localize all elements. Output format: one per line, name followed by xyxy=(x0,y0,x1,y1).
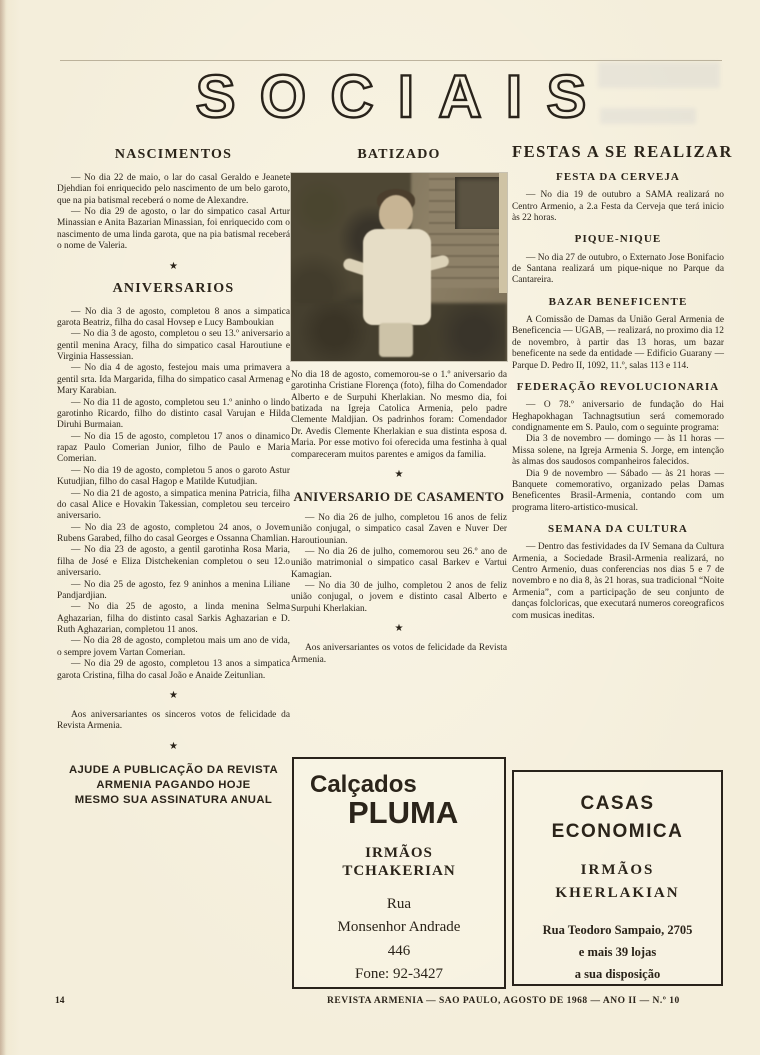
aniversarios-paragraph: — No dia 29 de agosto, completou 13 anos a simpatica garota Cristina, filha do casal João e Anaide Zeitunlian. xyxy=(57,659,290,681)
ad-pluma-address xyxy=(302,893,496,986)
casamento-paragraph: — No dia 30 de julho, completou 2 anos de feliz união conjugal, o jovem e distinto casal Alberto e Surpuhi Kherlakian. xyxy=(291,581,507,614)
festa-cerveja-paragraph: — No dia 19 de outubro a SAMA realizará no Centro Armenio, a 2.a Festa da Cerveja que terá inicio às 22 horas. xyxy=(512,190,724,223)
middle-column xyxy=(291,147,507,666)
federacao-paragraph: Dia 9 de novembro — Sábado — às 21 horas — Banquete comemorativo, organizado pelas Damas Beneficentes Brasil-Armenia, contando com um programa litero-artistico-musical. xyxy=(512,468,724,513)
casamento-paragraph: — No dia 26 de julho, completou 16 anos de feliz união conjugal, o simpatico casal Zaven e Nuver Der Haroutiounian. xyxy=(291,512,507,546)
federacao-heading: FEDERAÇÃO REVOLUCIONARIA xyxy=(516,380,720,393)
photo-post xyxy=(499,173,507,293)
star-separator: ★ xyxy=(394,623,404,635)
festas-heading: FESTAS A SE REALIZAR xyxy=(512,142,733,161)
ad-pluma-brand-line1: Calçados xyxy=(310,771,417,798)
ad-casas-economica xyxy=(512,770,723,986)
ad-pluma-owner-line1: IRMÃOS xyxy=(365,844,433,861)
ad-pluma-brand-line2: PLUMA xyxy=(348,795,459,830)
nascimentos-paragraph: — No dia 22 de maio, o lar do casal Geraldo e Jeanete Djehdian foi enriquecido pelo nascimento de um belo garoto, que na pia batismal receberá o nome de Alexandre. xyxy=(57,172,290,206)
ad-casas-owner-line1: IRMÃOS xyxy=(580,862,655,879)
ad-pluma-address-line: 446 xyxy=(387,942,411,959)
photo-child-legs xyxy=(379,323,413,357)
aniversarios-paragraph: — No dia 25 de agosto, a linda menina Selma Aghazarian, filha do distinto casal Sarkis Aghazarian e D. Ruth Aghazarian, completou 11 anos. xyxy=(57,602,290,636)
aniversarios-heading: ANIVERSARIOS xyxy=(112,280,235,296)
page-number: 14 xyxy=(55,996,65,1006)
casamento-heading: ANIVERSARIO DE CASAMENTO xyxy=(293,489,505,505)
print-bleed-artifact xyxy=(600,108,696,124)
bazar-heading: BAZAR BENEFICENTE xyxy=(548,295,688,308)
ad-casas-address-line: e mais 39 lojas xyxy=(578,944,657,959)
photo-window xyxy=(455,177,503,229)
bazar-paragraph: A Comissão de Damas da União Geral Armenia de Beneficencia — UGAB, — realizará, no proximo dia 12 de novembro, à partir das 13 horas, um bazar beneficente na sede da entidade — Edificio Guarany — Parque D. Pedro II, 1092, 11.º, salas 113 e 114. xyxy=(512,315,724,371)
ad-casas-address-line: Rua Teodoro Sampaio, 2705 xyxy=(542,923,693,938)
star-separator: ★ xyxy=(169,740,178,752)
semana-cultura-heading: SEMANA DA CULTURA xyxy=(548,523,688,536)
federacao-paragraph: — O 78.º aniversario de fundação do Hai Heghapokhagan Tachnagtsutiun será comemorado condignamente em S. Paulo, com o seguinte programa: xyxy=(512,400,724,434)
aniversarios-closing: Aos aniversariantes os sinceros votos de felicidade da Revista Armenia. xyxy=(57,710,290,732)
subscription-appeal xyxy=(57,763,290,809)
casamento-paragraph: — No dia 26 de julho, comemorou seu 26.º ano de união matrimonial o simpatico casal Barkev e Vartui Kamagian. xyxy=(291,546,507,580)
photo-child-head xyxy=(379,195,413,233)
pique-nique-heading: PIQUE-NIQUE xyxy=(574,233,662,246)
ad-casas-address xyxy=(520,920,715,986)
appeal-line: MESMO SUA ASSINATURA ANUAL xyxy=(74,794,273,807)
nascimentos-paragraph: — No dia 29 de agosto, o lar do simpatico casal Artur Minassian e Anita Bazarian Minassian, foi enriquecido com o nascimento de uma linda garota, que na pia batismal receberá o nome de Valeria. xyxy=(57,207,290,252)
left-column xyxy=(57,147,290,809)
footer-imprint: REVISTA ARMENIA — SAO PAULO, AGOSTO DE 1968 — ANO II — N.º 10 xyxy=(327,996,680,1006)
federacao-paragraph: Dia 3 de novembro — domingo — às 11 horas — Missa solene, na Igreja Armenia S. Jorge, em intenção às almas dos saudosos companheiros falecidos. xyxy=(512,434,724,468)
ad-calcados-pluma xyxy=(292,757,506,989)
aniversarios-paragraph: — No dia 11 de agosto, completou seu 1.º aninho o lindo garotinho Ricardo, filho do distinto casal Varujan e Hilda Diruhi Burmaian. xyxy=(57,397,290,431)
star-separator: ★ xyxy=(169,260,178,272)
aniversarios-paragraph: — No dia 21 de agosto, a simpatica menina Patricia, filha do casal Alice e Hovakin Takessian, completou seu terceiro aniversario. xyxy=(57,488,290,522)
aniversarios-paragraph: — No dia 23 de agosto, a gentil garotinha Rosa Maria, filha de José e Eliza Distchekenian completou o seu 12.o aniversario. xyxy=(57,545,290,579)
aniversarios-paragraph: — No dia 3 de agosto, completou o seu 13.º aniversario a gentil menina Aracy, filha do simpatico casal Haroutiune e Virginia Hassessian. xyxy=(57,329,290,363)
scan-edge-shadow xyxy=(0,0,6,1055)
ad-casas-brand-line2: ECONOMICA xyxy=(551,820,684,842)
aniversarios-paragraph: — No dia 4 de agosto, festejou mais uma primavera a gentil srta. Ida Margarida, filha do simpatico casal Armenag e Mary Karabian. xyxy=(57,363,290,397)
ad-pluma-address-line: Rua xyxy=(386,896,412,913)
photo-child-body xyxy=(363,229,431,325)
pique-nique-paragraph: — No dia 27 de outubro, o Externato Jose Bonifacio de Santana realizará um pique-nique no Parque da Cantareira. xyxy=(512,252,724,286)
baptism-photo xyxy=(291,173,507,361)
right-column xyxy=(512,142,733,622)
nascimentos-heading: NASCIMENTOS xyxy=(114,147,233,162)
aniversarios-paragraph: — No dia 19 de agosto, completou 5 anos o garoto Astur Kutudjian, filho do casal Hagop e Matilde Kutudjian. xyxy=(57,465,290,488)
casamento-closing: Aos aniversariantes os votos de felicidade da Revista Armenia. xyxy=(291,643,507,665)
aniversarios-paragraph: — No dia 3 de agosto, completou 8 anos a simpatica garota Beatriz, filha do casal Hovsep e Lucy Bamboukian xyxy=(57,306,290,328)
batizado-paragraph: No dia 18 de agosto, comemorou-se o 1.º aniversario da garotinha Cristiane Florença (foto), filha do Comendador Alberto e de Surpuhi Kherlakian. No mesmo dia, foi batizada na Igreja Catolica Armenia, pelo padre Clemente Maldjian. Os padrinhos foram: Comendador Dr. Avedis Clemente Kherlakian e sua distinta esposa d. Maria. Por esse motivo foi oferecida uma festinha à qual compareceram muitos parentes e amigos da familia. xyxy=(291,369,507,460)
aniversarios-paragraph: — No dia 23 de agosto, completou 24 anos, o Jovem Rubens Garabed, filho do casal Georges e Ossanna Chamlian. xyxy=(57,522,290,545)
appeal-line: ARMENIA PAGANDO HOJE xyxy=(96,779,251,792)
top-rule xyxy=(60,60,722,61)
aniversarios-paragraph: — No dia 25 de agosto, fez 9 aninhos a menina Liliane Pandjardjian. xyxy=(57,579,290,601)
batizado-heading: BATIZADO xyxy=(357,147,441,162)
print-bleed-artifact xyxy=(598,62,720,88)
star-separator: ★ xyxy=(169,689,178,701)
page-title: SOCIAIS xyxy=(195,63,611,130)
appeal-line: AJUDE A PUBLICAÇÃO DA REVISTA xyxy=(68,763,279,776)
star-separator: ★ xyxy=(394,468,404,480)
ad-pluma-address-line: Monsenhor Andrade xyxy=(337,919,461,936)
ad-pluma-phone: Fone: 92-3427 xyxy=(355,965,443,982)
ad-pluma-owner-line2: TCHAKERIAN xyxy=(342,863,456,880)
aniversarios-paragraph: — No dia 15 de agosto, completou 17 anos o dinamico rapaz Paulo Comerian Junior, filho de Paulo e Maria Comerian. xyxy=(57,431,290,465)
ad-casas-address-line: a sua disposição xyxy=(574,966,661,981)
ad-casas-brand-line1: CASAS xyxy=(580,793,655,814)
semana-cultura-paragraph: — Dentro das festividades da IV Semana da Cultura Armenia, a Sociedade Brasil-Armenia realizará, no Centro Armenio, duas conferencias nos dias 5 e 7 de novembro e no dia 8, às 21 horas, sua tradicional “Noite Armenia”, com a participação de seu conjunto de danças folcloricas, que executará numeros coreograficos com musicas ineditas. xyxy=(512,542,724,621)
festa-cerveja-heading: FESTA DA CERVEJA xyxy=(556,170,680,183)
aniversarios-paragraph: — No dia 28 de agosto, completou mais um ano de vida, o sempre jovem Vartan Comerian. xyxy=(57,636,290,658)
ad-casas-owner-line2: KHERLAKIAN xyxy=(555,884,680,901)
